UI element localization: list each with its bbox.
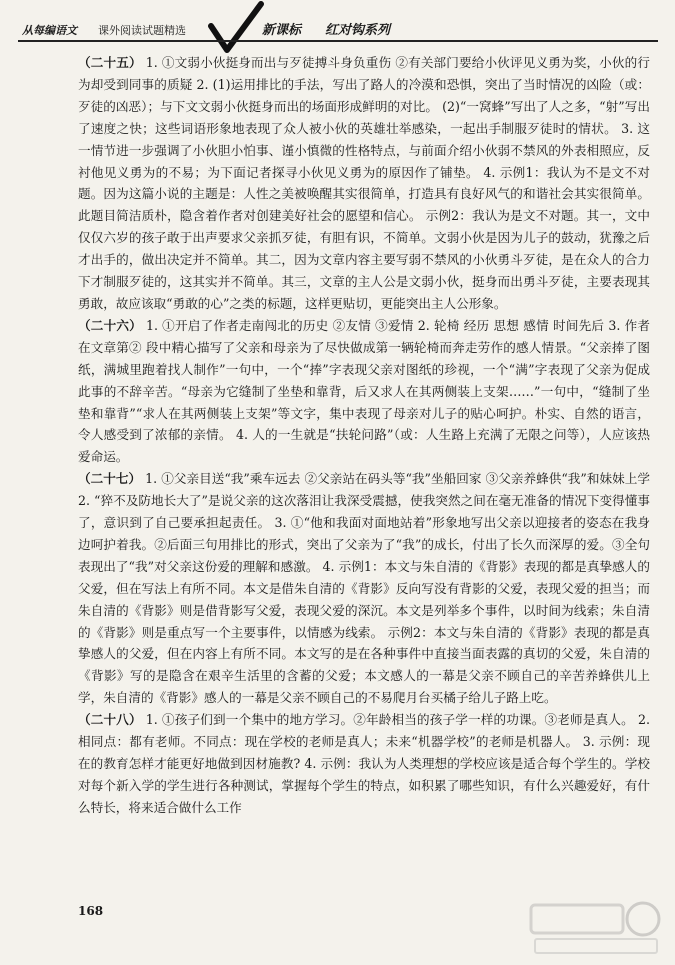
brand-label: 新课标 [262, 23, 302, 38]
answer-section-27 [78, 468, 650, 709]
answer-section-25 [78, 52, 650, 315]
page-number: 168 [78, 904, 104, 918]
checkmark-logo-icon [205, 0, 265, 60]
section-number: （二十六） [78, 317, 142, 333]
answer-content [78, 52, 650, 819]
watermark-logo-icon [525, 897, 665, 959]
answer-section-28 [78, 709, 650, 819]
section-text: 1. ①孩子们到一个集中的地方学习。②年龄相当的孩子学一样的功课。③老师是真人。 2. 相同点：都有老师。不同点：现在学校的老师是真人；未来“机器学校”的老师是机器人。 3. 示例：现在的教育怎样才能更好地做到因材施教? 4. 示例：我认为人类理想的学校应该是适合每个学生的。学校对每个新入学的学生进行各种测试，掌握每个学生的特点，如积累了哪些知识，有什么兴趣爱好，有什么特长，将来适合做什么工作 [78, 712, 651, 815]
series-title: 从每编语文 [22, 24, 77, 37]
section-text: 1. ①父亲目送“我”乘车远去 ②父亲站在码头等“我”坐船回家 ③父亲养蜂供“我”和妹妹上学 2. “猝不及防地长大了”是说父亲的这次落泪让我深受震撼，使我突然之间在毫无准备的情况下变得懂事了，意识到了自己要承担起责任。 3. ①“他和我面对面地站着”形象地写出父亲以迎接者的姿态在我身边呵护着我。②后面三句用排比的形式，突出了父亲为了“我”的成长，付出了长久而深厚的爱。③全句表现出了“我”对父亲这份爱的理解和感激。 4. 示例1：本文与朱自清的《背影》表现的都是真挚感人的父爱，但在写法上有所不同。本文是借朱自清的《背影》反向写没有背影的父爱，表现父爱的担当；而朱自清的《背影》则是借背影写父爱，表现父爱的深沉。本文是列举多个事件，以时间为线索；朱自清的《背影》则是重点写一个主要事件，以情感为线索。 示例2：本文与朱自清的《背影》表现的都是真挚感人的父爱，但在内容上有所不同。本文写的是在各种事件中直接当面表露的真切的父爱，朱自清的《背影》写的是隐含在艰辛生活里的含蓄的父爱；本文感人的一幕是父亲不顾自己的辛苦养蜂供儿上学，朱自清的《背影》感人的一幕是父亲不顾自己的不易爬月台买橘子给儿子路上吃。 [78, 471, 651, 706]
section-text: 1. ①文弱小伙挺身而出与歹徒搏斗身负重伤 ②有关部门要给小伙评见义勇为奖，小伙的行为却受到同事的质疑 2. (1)运用排比的手法，写出了路人的冷漠和恐惧，突出了当时情况的凶险（或：歹徒的凶恶）；与下文文弱小伙挺身而出的场面形成鲜明的对比。 (2)“一窝蜂”写出了人之多，“射”写出了速度之快；这些词语形象地表现了众人被小伙的英雄壮举感染，一起出手制服歹徒时的情状。 3. 这一情节进一步强调了小伙胆小怕事、谨小慎微的性格特点，与前面介绍小伙弱不禁风的外表相照应，反衬他见义勇为的不易；为下面记者探寻小伙见义勇为的原因作了铺垫。 4. 示例1：我认为不是文不对题。因为这篇小说的主题是：人性之美被唤醒其实很简单，打造具有良好风气的和谐社会其实很简单。此题目简洁质朴，隐含着作者对创建美好社会的愿望和信心。 示例2：我认为是文不对题。其一，文中仅仅六岁的孩子敢于出声要求父亲抓歹徒，有胆有识，不简单。文弱小伙是因为儿子的鼓动，犹豫之后才出手的，做出决定并不简单。其二，因为文章内容主要写弱不禁风的小伙勇斗歹徒，是在众人的合力下才制服歹徒的，这其实并不简单。其三，文章的主人公是文弱小伙，挺身而出勇斗歹徒，主要表现其勇敢，故应该取“勇敢的心”之类的标题，这样更贴切，更能突出主人公形象。 [78, 55, 650, 311]
brand-series-label: 红对钩系列 [325, 23, 391, 38]
header-divider [18, 40, 658, 42]
answer-section-26 [78, 315, 650, 468]
section-number: （二十七） [78, 471, 142, 487]
section-text: 1. ①开启了作者走南闯北的历史 ②友情 ③爱情 2. 轮椅 经历 思想 感情 时间先后 3. 作者在文章第② 段中精心描写了父亲和母亲为了尽快做成第一辆轮椅而奔走劳作的感人情景。“父亲捧了图纸，满城里跑着找人制作”一句中，一个“捧”字表现父亲对图纸的珍视，一个“满”字表现了父亲为促成此事的不辞辛苦。“母亲为它缝制了坐垫和靠背，后又求人在其两侧装上支架……”一句中，“缝制了坐垫和靠背”“求人在其两侧装上支架”等文字，集中表现了母亲对儿子的贴心呵护。朴实、自然的语言，令人感受到了浓郁的亲情。 4. 人的一生就是“扶轮问路”（或：人生路上充满了无限之问等），人应该热爱命运。 [78, 317, 650, 465]
section-number: （二十八） [78, 712, 142, 728]
section-number: （二十五） [78, 55, 142, 70]
book-subtitle: 课外阅读试题精选 [98, 24, 186, 37]
